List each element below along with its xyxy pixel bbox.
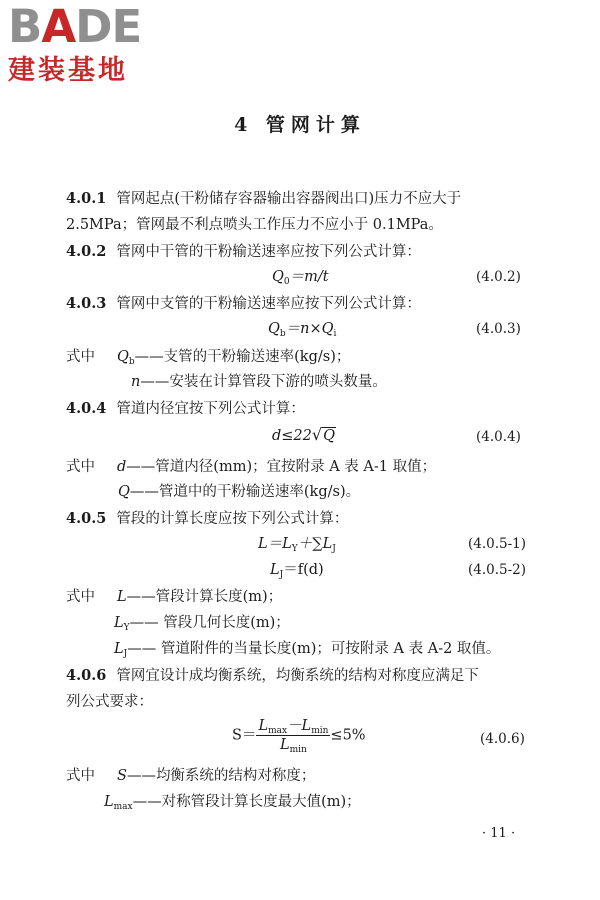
brand-logo (8, 2, 141, 52)
page-number: · 11 · (482, 826, 516, 841)
clause-4-0-5 (66, 510, 348, 528)
formula-4-0-5-1: $L=L_Y+\sum L_J$ (258, 536, 336, 554)
formula-4-0-2: $Q_0=m/t$ (272, 269, 329, 287)
clause-4-0-6 (66, 667, 479, 685)
definition-row: n——安装在计算管段下游的喷头数量。 (131, 374, 387, 390)
clause-4-0-4 (66, 400, 305, 418)
definition-row: $L_Y——$ 管段几何长度(m)； (114, 615, 290, 633)
square-root: √Q (311, 425, 335, 444)
brand-logo-chinese: 建装基地 (8, 55, 128, 86)
clause-text: 管段的计算长度应按下列公式计算： (116, 511, 349, 527)
definition-label: 式中 (66, 768, 95, 784)
definition-row: Q——管道中的干粉输送速率(kg/s)。 (118, 484, 361, 500)
formula-number: (4.0.4) (476, 429, 521, 445)
formula-4-0-6: S＝ $\frac{L_{max}-L_{min}}{L_{min}}$ ≤5% (232, 718, 366, 755)
definition-row: 式中 $Q_b——$支管的干粉输送速率(kg/s)； (66, 349, 351, 367)
clause-text: 管网中干管的干粉输送速率应按下列公式计算： (116, 244, 421, 260)
formula-4-0-4: d≤22√Q (272, 425, 335, 444)
definition-row: $L_J——$ 管道附件的当量长度(m)；可按附录 A 表 A-2 取值。 (114, 641, 501, 659)
definition-row: 式中 S——均衡系统的结构对称度； (66, 768, 316, 784)
clause-number: 4.0.1 (66, 190, 107, 207)
clause-4-0-3 (66, 295, 421, 313)
clause-text: 管网起点(干粉储存容器输出容器阀出口)压力不应大于 (116, 191, 462, 207)
formula-number: (4.0.2) (476, 269, 521, 285)
clause-number: 4.0.2 (66, 243, 107, 260)
definition-row: 式中 L——管段计算长度(m)； (66, 589, 283, 605)
clause-4-0-1 (66, 190, 461, 208)
chapter-title: 4 管网计算 (234, 114, 366, 136)
logo-letters-de: DE (75, 0, 142, 53)
clause-4-0-6-continued: 列公式要求： (66, 694, 153, 710)
clause-number: 4.0.6 (66, 667, 107, 684)
definition-label: 式中 (66, 349, 95, 365)
clause-4-0-1-continued: 2.5MPa；管网最不利点喷头工作压力不应小于 0.1MPa。 (66, 217, 443, 233)
definition-label: 式中 (66, 459, 95, 475)
formula-4-0-3: $Q_b=n\times Q_i$ (268, 321, 337, 339)
clause-4-0-2 (66, 243, 421, 261)
clause-text: 管道内径宜按下列公式计算： (116, 401, 305, 417)
clause-number: 4.0.5 (66, 510, 107, 527)
clause-number: 4.0.4 (66, 400, 107, 417)
logo-letter-b: B (8, 0, 42, 53)
clause-number: 4.0.3 (66, 295, 107, 312)
formula-number: (4.0.5-1) (468, 536, 527, 552)
formula-number: (4.0.5-2) (468, 562, 527, 578)
clause-text: 管网中支管的干粉输送速率应按下列公式计算： (116, 296, 421, 312)
formula-number: (4.0.6) (480, 731, 525, 747)
definition-row: 式中 d——管道内径(mm)；宜按附录 A 表 A-1 取值； (66, 459, 437, 475)
fraction: $\frac{L_{max}-L_{min}}{L_{min}}$ (258, 718, 329, 755)
definition-row: $L_{max}——$对称管段计算长度最大值(m)； (104, 794, 361, 812)
logo-letter-a: A (41, 0, 76, 53)
definition-label: 式中 (66, 589, 95, 605)
clause-text: 管网宜设计成均衡系统，均衡系统的结构对称度应满足下 (116, 668, 479, 684)
formula-4-0-5-2: $L_J=f(d)$ (270, 562, 324, 580)
formula-number: (4.0.3) (476, 321, 521, 337)
